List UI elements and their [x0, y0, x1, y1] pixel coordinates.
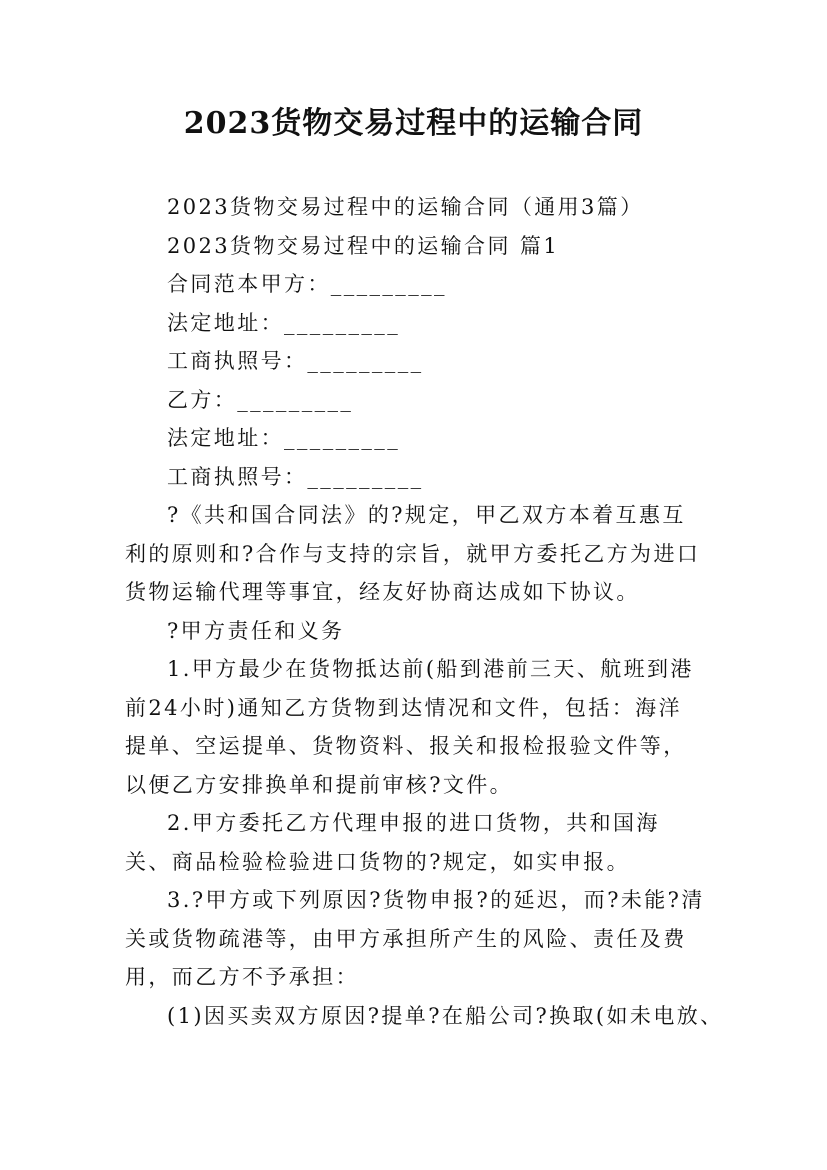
party-b-license-field: 工商执照号：_________ [167, 464, 424, 489]
party-a-address-field: 法定地址：_________ [167, 310, 401, 335]
paragraph-subtitle: 2023货物交易过程中的运输合同（通用3篇） [167, 195, 644, 219]
paragraph-clause-3-item-1: (1)因买卖双方原因?提单?在船公司?换取(如未电放、 [167, 1003, 724, 1028]
party-a-license-field: 工商执照号：_________ [167, 349, 424, 373]
party-b-address-field: 法定地址：_________ [167, 426, 401, 450]
paragraph-clause-2: 2.甲方委托乙方代理申报的进口货物，共和国海关、商品检验检验进口货物的?规定，如实申报。 [125, 811, 660, 874]
paragraph-party-a-duties-heading: ?甲方责任和义务 [167, 618, 345, 643]
paragraph-clause-3: 3.?甲方或下列原因?货物申报?的延迟，而?未能?清关或货物疏港等，由甲方承担所产生的风险、责任及费用，而乙方不予承担： [125, 888, 705, 989]
party-a-field: 合同范本甲方：_________ [167, 272, 447, 296]
party-b-field: 乙方：_________ [167, 387, 354, 412]
paragraph-section-heading: 2023货物交易过程中的运输合同 篇1 [167, 233, 560, 258]
paragraph-preamble: ?《共和国合同法》的?规定，甲乙双方本着互惠互利的原则和?合作与支持的宗旨，就甲方委托乙方为进口货物运输代理等事宜，经友好协商达成如下协议。 [125, 503, 701, 604]
document-body [125, 188, 724, 1035]
paragraph-clause-1: 1.甲方最少在货物抵达前(船到港前三天、航班到港前24小时)通知乙方货物到达情况和文件，包括：海洋提单、空运提单、货物资料、报关和报检报验文件等，以便乙方安排换单和提前审核?文件。 [125, 657, 694, 797]
document-title: 2023货物交易过程中的运输合同 [183, 106, 644, 141]
